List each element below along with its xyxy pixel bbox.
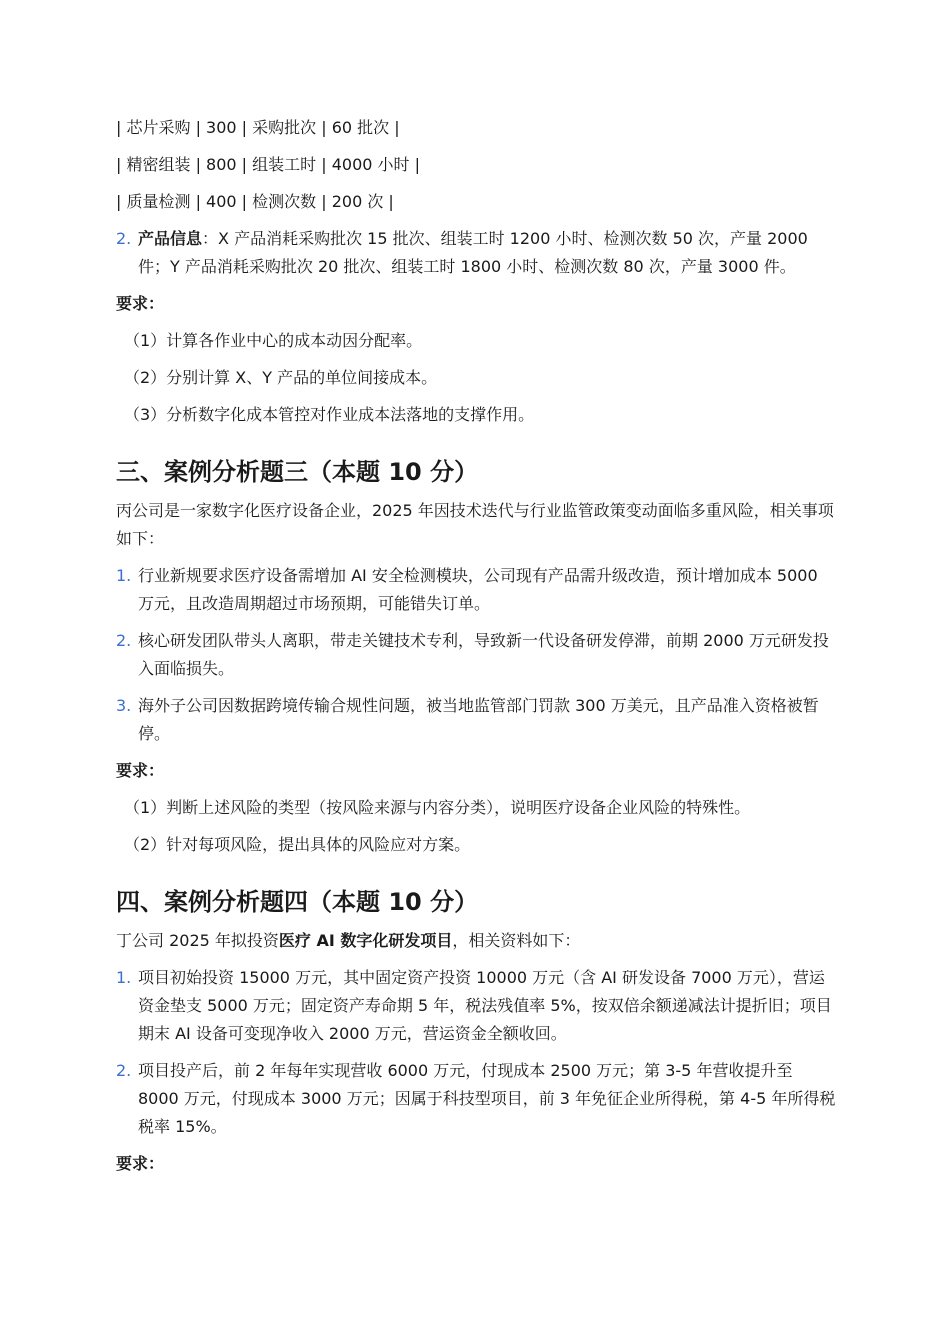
list-text: 项目初始投资 15000 万元，其中固定资产投资 10000 万元（含 AI 研发设备 7000 万元），营运资金垫支 5000 万元；固定资产寿命期 5 年，税法残值率 5%，按双倍余额递减法计提折旧；项目期末 AI 设备可变现净收入 2000 万元，营运资金全额收回。	[138, 968, 832, 1043]
section-intro	[116, 927, 836, 955]
document-content	[116, 114, 836, 1187]
requirement-item: （2）分别计算 X、Y 产品的单位间接成本。	[124, 368, 438, 387]
intro-text: ，相关资料如下：	[452, 931, 581, 950]
section-heading: 三、案例分析题三（本题 10 分）	[116, 458, 479, 486]
list-text: 海外子公司因数据跨境传输合规性问题，被当地监管部门罚款 300 万美元，且产品准入资格被暂停。	[138, 696, 819, 743]
list-text: 项目投产后，前 2 年每年实现营收 6000 万元，付现成本 2500 万元；第 3-5 年营收提升至 8000 万元，付现成本 3000 万元；因属于科技型项目，前 3 年免征企业所得税，第 4-5 年所得税税率 15%。	[138, 1061, 836, 1136]
bold-term: 医疗 AI 数字化研发项目	[278, 931, 453, 950]
list-number: 1.	[116, 968, 132, 987]
list-item	[116, 562, 836, 618]
table-row: | 质量检测 | 400 | 检测次数 | 200 次 |	[116, 192, 394, 211]
requirements-label: 要求：	[116, 761, 165, 780]
table-row: | 精密组装 | 800 | 组装工时 | 4000 小时 |	[116, 155, 420, 174]
section-intro: 丙公司是一家数字化医疗设备企业，2025 年因技术迭代与行业监管政策变动面临多重风险，相关事项如下：	[116, 501, 834, 548]
list-number: 2.	[116, 631, 132, 650]
requirements-label: 要求：	[116, 294, 165, 313]
requirements-label: 要求：	[116, 1154, 165, 1173]
requirement-item: （3）分析数字化成本管控对作业成本法落地的支撑作用。	[124, 405, 535, 424]
list-text: ：X 产品消耗采购批次 15 批次、组装工时 1200 小时、检测次数 50 次，产量 2000 件；Y 产品消耗采购批次 20 批次、组装工时 1800 小时、检测次数 80 次，产量 3000 件。	[138, 229, 808, 276]
requirement-item: （2）针对每项风险，提出具体的风险应对方案。	[124, 835, 471, 854]
requirement-item: （1）判断上述风险的类型（按风险来源与内容分类），说明医疗设备企业风险的特殊性。	[124, 798, 751, 817]
list-text: 行业新规要求医疗设备需增加 AI 安全检测模块，公司现有产品需升级改造，预计增加成本 5000 万元，且改造周期超过市场预期，可能错失订单。	[138, 566, 818, 613]
list-item	[116, 964, 836, 1048]
intro-text: 丁公司 2025 年拟投资	[116, 931, 279, 950]
list-item	[116, 692, 836, 748]
list-number: 3.	[116, 696, 132, 715]
table-row: | 芯片采购 | 300 | 采购批次 | 60 批次 |	[116, 118, 400, 137]
list-number: 1.	[116, 566, 132, 585]
list-text: 核心研发团队带头人离职，带走关键技术专利，导致新一代设备研发停滞，前期 2000 万元研发投入面临损失。	[138, 631, 829, 678]
list-number: 2.	[116, 229, 132, 248]
list-number: 2.	[116, 1061, 132, 1080]
section-heading: 四、案例分析题四（本题 10 分）	[116, 888, 479, 916]
list-item	[116, 627, 836, 683]
requirement-item: （1）计算各作业中心的成本动因分配率。	[124, 331, 423, 350]
list-item	[116, 1057, 836, 1141]
bold-term: 产品信息	[138, 229, 203, 248]
list-item	[116, 225, 836, 281]
